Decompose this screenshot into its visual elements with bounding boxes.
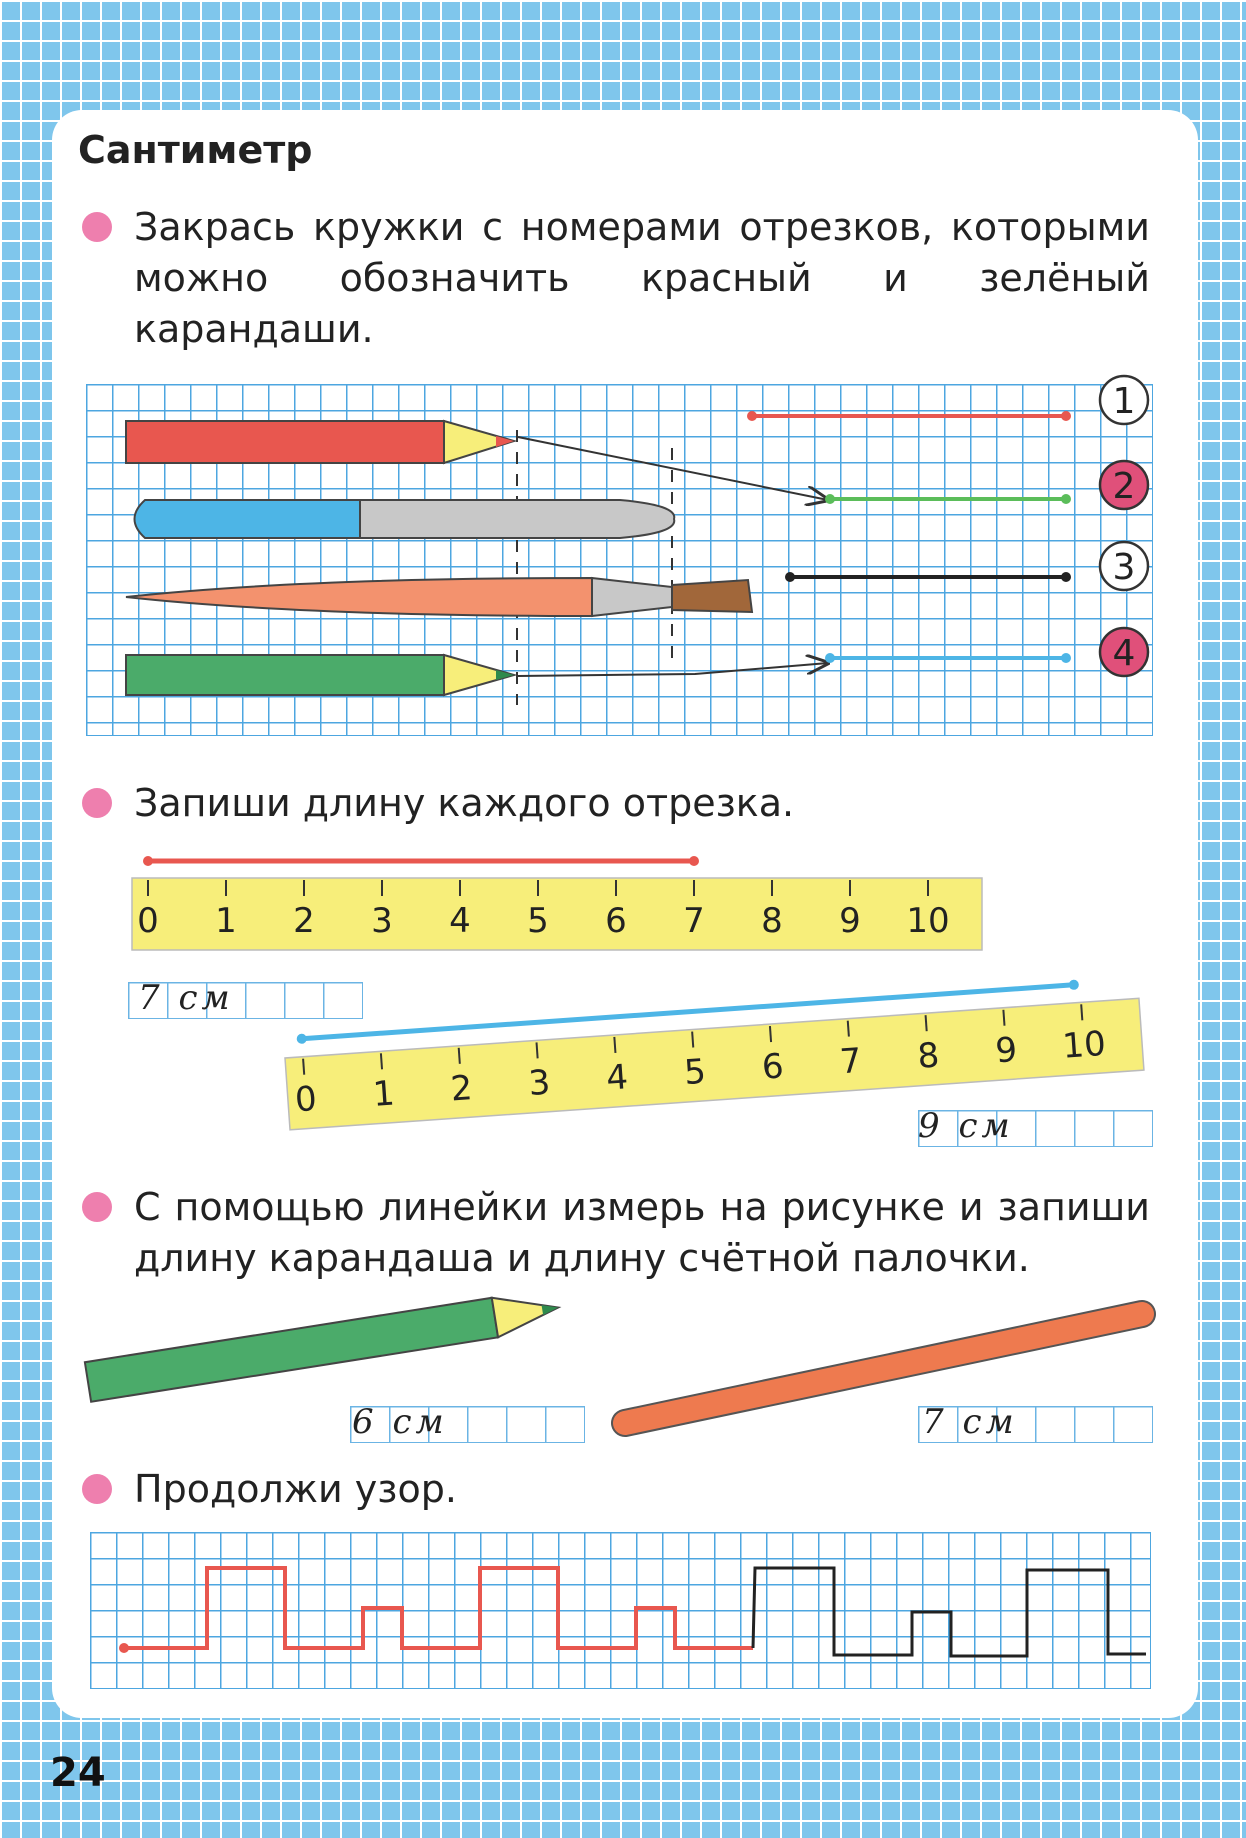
stick-answer-text: 7 см <box>922 1402 1018 1442</box>
red-pencil <box>126 421 514 463</box>
ruler-1-tick-label: 0 <box>137 901 159 941</box>
page-number: 24 <box>50 1750 106 1796</box>
svg-text:1: 1 <box>1112 381 1136 422</box>
ruler-1-tick-label: 4 <box>449 901 471 941</box>
ruler-2-tick-label: 6 <box>760 1046 786 1088</box>
ruler-2-tick <box>381 1053 382 1069</box>
page-title: Сантиметр <box>78 128 313 172</box>
pattern-example <box>119 1568 753 1653</box>
ruler-1-tick-label: 8 <box>761 901 783 941</box>
segment-4-circle[interactable] <box>1100 628 1148 676</box>
paintbrush <box>126 578 752 616</box>
answer-1-text: 7 см <box>138 978 234 1018</box>
ruler-1 <box>132 856 982 950</box>
counting-stick <box>625 1314 1142 1423</box>
ruler-2-tick-label: 0 <box>293 1078 319 1121</box>
task-2-text: Запиши длину каждого отрезка. <box>134 781 795 825</box>
task-1-text: Закрась кружки с номерами отрезков, которыми можно обозначить красный и зелёный карандаши. <box>134 205 1150 351</box>
ruler-2-tick <box>614 1037 615 1053</box>
svg-text:4: 4 <box>1112 633 1136 674</box>
task-3-text: С помощью линейки измерь на рисунке и запиши длину карандаша и длину счётной палочки. <box>134 1185 1150 1280</box>
ruler-1-tick-label: 5 <box>527 901 549 941</box>
ruler-1-tick-label: 9 <box>839 901 861 941</box>
measure-pencil <box>85 1288 561 1402</box>
ruler-2-tick <box>459 1048 460 1064</box>
ruler-2-tick-label: 4 <box>605 1057 630 1099</box>
ruler-1-segment <box>143 856 699 866</box>
ruler-2-tick <box>848 1021 849 1037</box>
segment-3 <box>785 572 1071 582</box>
segment-1 <box>747 411 1071 421</box>
svg-text:3: 3 <box>1112 547 1136 588</box>
ruler-1-tick-label: 7 <box>683 901 705 941</box>
ruler-1-tick-label: 2 <box>293 901 315 941</box>
ruler-2-tick <box>770 1026 771 1042</box>
ruler-2-tick <box>1081 1004 1082 1020</box>
ruler-2 <box>283 975 1144 1129</box>
task-4-text: Продолжи узор. <box>134 1467 457 1511</box>
svg-text:2: 2 <box>1112 466 1136 507</box>
ruler-1-tick-label: 1 <box>215 901 237 941</box>
ruler-2-tick-label: 1 <box>371 1073 396 1115</box>
segment-3-circle[interactable] <box>1100 542 1148 590</box>
ruler-1-tick-label: 3 <box>371 901 393 941</box>
segment-2-circle[interactable] <box>1100 461 1148 509</box>
segment-1-circle[interactable] <box>1100 376 1148 424</box>
segment-4 <box>825 653 1071 663</box>
green-pencil <box>126 655 514 695</box>
answer-2-text: 9 см <box>918 1106 1014 1146</box>
ruler-2-tick-label: 9 <box>994 1029 1019 1072</box>
segment-2 <box>825 494 1071 504</box>
ruler-2-tick-label: 5 <box>682 1051 708 1094</box>
pattern-continuation <box>753 1568 1146 1656</box>
ruler-2-tick <box>926 1015 927 1031</box>
ruler-2-tick <box>692 1032 693 1048</box>
ruler-1-tick-label: 10 <box>906 901 950 941</box>
ruler-2-tick-label: 2 <box>449 1068 474 1110</box>
ruler-1-tick-label: 6 <box>605 901 627 941</box>
ruler-2-tick-label: 8 <box>916 1035 941 1077</box>
ruler-2-tick-label: 10 <box>1061 1023 1108 1067</box>
ruler-2-tick <box>1003 1010 1004 1026</box>
ruler-2-tick-label: 7 <box>838 1040 863 1083</box>
ruler-2-tick <box>303 1059 304 1075</box>
arrow-to-segment-2 <box>518 437 828 500</box>
pencil-answer-text: 6 см <box>352 1402 448 1442</box>
arrow-to-segment-4 <box>518 663 828 676</box>
ruler-2-tick <box>537 1042 538 1058</box>
blue-pen <box>135 500 675 538</box>
ruler-2-tick-label: 3 <box>527 1062 552 1105</box>
